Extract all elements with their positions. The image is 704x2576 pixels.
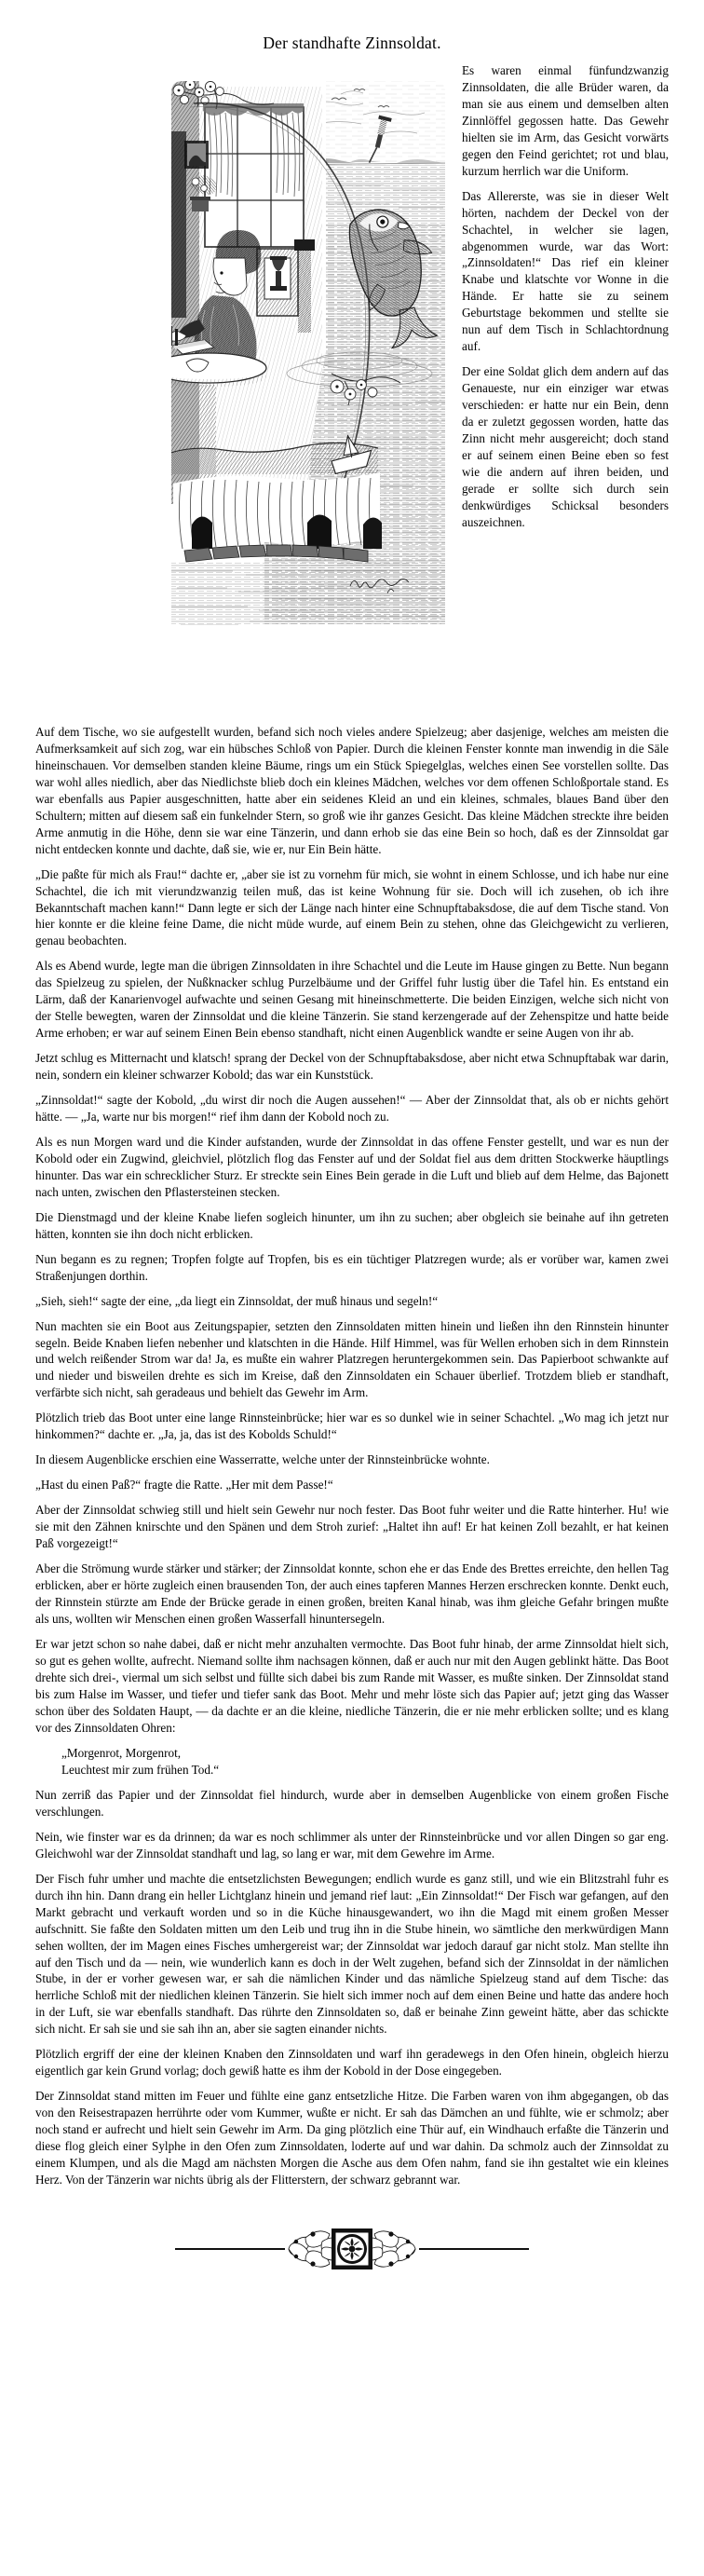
paragraph: Er war jetzt schon so nahe dabei, daß er nicht mehr anzuhalten vermochte. Das Boot fuhr hinab, der arme Zinnsoldat hielt sich, so gut es gehen wollte, aufrecht. Niemand sollte ihm nachsagen können, daß er auch nur mit den Augen geblinkt hätte. Das Boot drehte sich drei-, viermal um sich selbst und füllte sich dabei bis zum Rande mit Wasser, es mußte sinken. Der Zinnsoldat stand bis zum Halse im Wasser, und tiefer und tiefer sank das Boot. Mehr und mehr löste sich das Papier auf; jetzt ging das Wasser schon über des Soldaten Haupt, — da dachte er an die kleine, niedliche Tänzerin, die er nie mehr erblicken sollte; und es klang vor des Zinnsoldaten Ohren: <box>35 1636 669 1735</box>
paragraph: Nun begann es zu regnen; Tropfen folgte auf Tropfen, bis es ein tüchtiger Platzregen wurde; als er vorüber war, kamen zwei Straßenjungen dorthin. <box>35 1251 669 1283</box>
paragraph: Plötzlich trieb das Boot unter eine lange Rinnsteinbrücke; hier war es so dunkel wie in seiner Schachtel. „Wo mag ich jetzt nur hinkommen?“ dachte er. „Ja, ja, das ist des Kobolds Schuld!“ <box>35 1411 669 1442</box>
paragraph: Auf dem Tische, wo sie aufgestellt wurden, befand sich noch vieles andere Spielzeug; aber dasjenige, welches am meisten die Aufmerksamkeit auf sich zog, war ein hübsches Schloß von Papier. Durch die kleinen Fenster konnte man inwendig in die Säle hineinschauen. Vor demselben standen kleine Bäume, rings um ein Stück Spiegelglas, welches einen See vorstellen sollte. Das war wohl alles niedlich, aber das Niedlichste blieb doch ein kleines Mädchen, welches vor dem offenen Schloßportale stand. Es war ebenfalls aus Papier ausgeschnitten, hatte aber ein seidenes Kleid an und ein kleines, schmales, blaues Band über den Schultern; mitten auf diesem saß ein funkelnder Stern, so groß wie ihr ganzes Gesicht. Das kleine Mädchen streckte ihre beiden Arme anmutig in die Höhe, denn sie war eine Tänzerin, und dann erhob sie das eine Bein so hoch, daß es der Zinnsoldat gar nicht entdecken konnte und dachte, daß sie, wie er, nur Ein Bein hätte. <box>35 725 669 856</box>
story-illustration <box>168 66 449 718</box>
paragraph: Der Fisch fuhr umher und machte die entsetzlichsten Bewegungen; endlich wurde es ganz still, und wie ein Blitzstrahl fuhr es durch ihn hin. Dann drang ein heller Lichtglanz hinein und jemand rief laut: „Ein Zinnsoldat!“ Der Fisch war gefangen, auf den Markt gebracht und verkauft worden und so in die Küche hinausgewandert, wo ihn die Magd mit einem großen Messer aufschnitt. Sie faßte den Soldaten mitten um den Leib und trug ihn in die Stube hinein, wo sämtliche den merkwürdigen Mann sehen wollten, der im Magen eines Fisches umhergereist war; der Zinnsoldat war jedoch darauf gar nicht stolz. Man stellte ihn auf den Tisch und da — nein, wie wunderlich kann es doch in der Welt zugehen, befand sich der Zinnsoldat in der nämlichen Stube, in der er vorher gewesen war, er sah die nämlichen Kinder und das nämliche Spielzeug stand auf dem Tische: das herrliche Schloß mit der niedlichen kleinen Tänzerin. Sie hielt sich immer noch auf dem einen Beine und hatte das andere hoch in der Luft, sie war ebenfalls standhaft. Das rührte den Zinnsoldaten so, daß er beinahe Zinn geweint hätte, aber das schickte sich nicht. Er sah sie und sie sah ihn an, aber sie sagten einander nichts. <box>35 1871 669 2037</box>
paragraph: Plötzlich ergriff der eine der kleinen Knaben den Zinnsoldaten und warf ihn geradewegs in den Ofen hinein, obgleich hierzu eigentlich gar kein Grund vorlag; doch gewiß hatte es ihm der Kobold in der Dose eingegeben. <box>35 2047 669 2079</box>
paragraph: Der Zinnsoldat stand mitten im Feuer und fühlte eine ganz entsetzliche Hitze. Die Farben waren von ihm abgegangen, ob das von den Reisestrapazen herrührte oder vom Kummer, wußte er nicht. Er sah das Dämchen an und fühlte, wie er schmolz; aber noch stand er aufrecht und hielt sein Gewehr im Arm. Da ging plötzlich eine Thür auf, ein Windhauch erfaßte die Tänzerin und diese flog gleich einer Sylphe in den Ofen zum Zinnsoldaten, loderte auf und war dahin. Da schmolz auch der Zinnsoldat zu einem Klumpen, und als die Magd am nächsten Morgen die Asche aus dem Ofen nahm, fand sie ihn gestaltet wie ein kleines Herz. Von der Tänzerin war nichts übrig als der Flitterstern, der schwarz gebrannt war. <box>35 2089 669 2187</box>
paragraph: Nein, wie finster war es da drinnen; da war es noch schlimmer als unter der Rinnsteinbrücke und vor allen Dingen so gar eng. Gleichwohl war der Zinnsoldat standhaft und lag, so lang er war, mit dem Gewehre im Arme. <box>35 1829 669 1860</box>
paragraph: Aber der Zinnsoldat schwieg still und hielt sein Gewehr nur noch fester. Das Boot fuhr weiter und die Ratte hinterher. Hu! wie sie mit den Zähnen knirschte und den Spänen und dem Stroh zurief: „Haltet ihn auf! Er hat keinen Zoll bezahlt, er hat keinen Paß vorgezeigt!“ <box>35 1503 669 1551</box>
paragraph: Es waren einmal fünfundzwanzig Zinnsoldaten, die alle Brüder waren, da man sie aus einem und demselben alten Zinnlöffel gegossen hatte. Das Gewehr hielten sie im Arm, das Gesicht vorwärts gegen den Feind gerichtet; rot und blau, kurzum herrlich war die Uniform. <box>462 63 669 178</box>
paragraph: Nun zerriß das Papier und der Zinnsoldat fiel hindurch, wurde aber in demselben Augenblicke von einem großen Fische verschlungen. <box>35 1787 669 1819</box>
paragraph: Als es nun Morgen ward und die Kinder aufstanden, wurde der Zinnsoldat in das offene Fenster gestellt, und war es nun der Kobold oder ein Zugwind, gleichviel, plötzlich flog das Fenster auf und der Soldat fiel aus dem dritten Stockwerke häuptlings hinunter. Das war ein schrecklicher Sturz. Er streckte sein Eines Bein gerade in die Luft und blieb auf dem Helme, das Bajonett nach unten, zwischen den Pflastersteinen stecken. <box>35 1134 669 1199</box>
illustration-engraving <box>168 66 449 718</box>
paragraph: „Sieh, sieh!“ sagte der eine, „da liegt ein Zinnsoldat, der muß hinaus und segeln!“ <box>35 1293 439 1308</box>
verse-line: „Morgenrot, Morgenrot, <box>61 1745 182 1760</box>
verse-block <box>35 1745 669 1779</box>
paragraph: In diesem Augenblicke erschien eine Wasserratte, welche unter der Rinnsteinbrücke wohnte. <box>35 1452 490 1467</box>
verse-line: Leuchtest mir zum frühen Tod.“ <box>61 1762 220 1777</box>
paragraph: Jetzt schlug es Mitternacht und klatsch! sprang der Deckel von der Schnupftabaksdose, aber nicht etwa Schnupftabak war darin, nein, sondern ein kleiner schwarzer Kobold; das war ein Kunststück. <box>35 1051 669 1083</box>
paragraph: Nun machten sie ein Boot aus Zeitungspapier, setzten den Zinnsoldaten mitten hinein und ließen ihn den Rinnstein hinunter segeln. Beide Knaben liefen nebenher und klatschten in die Hände. Hilf Himmel, was für Wellen erhoben sich in dem Rinnstein und welch reißender Strom war da! Ja, es mußte ein wahrer Platzregen heruntergekommen sein. Das Papierboot schwankte auf und nieder und bisweilen drehte es sich im Kreise, daß den Zinnsoldaten ein Schauer überlief. Trotzdem blieb er standhaft, verfärbte sich nicht, sah geradeaus und behielt das Gewehr im Arm. <box>35 1318 669 1400</box>
paragraph: „Zinnsoldat!“ sagte der Kobold, „du wirst dir noch die Augen aussehen!“ — Aber der Zinnsoldat that, als ob er nichts gehört hätte. — „Ja, warte nur bis morgen!“ rief ihm dann der Kobold noch zu. <box>35 1093 669 1124</box>
page-title: Der standhafte Zinnsoldat. <box>263 34 441 52</box>
rosette-leaf-divider-icon <box>166 2221 538 2277</box>
section-divider <box>35 2197 669 2313</box>
paragraph: Aber die Strömung wurde stärker und stärker; der Zinnsoldat konnte, schon ehe er das Ende des Brettes erreichte, den hellen Tag erblicken, aber er hörte zugleich einen brausenden Ton, der auch eines tapferen Mannes Herzen erschrecken konnte. Denkt euch, der Rinnstein stürzte am Ende der Brücke gerade in einen großen, breiten Kanal hinab, was ihm gleiche Gefahr bringen mußte als uns, wollten wir Menschen einen großen Wasserfall hinuntersegeln. <box>35 1561 669 1626</box>
paragraph: Das Allererste, was sie in dieser Welt hörten, nachdem der Deckel von der Schachtel, in welcher sie lagen, abgenommen wurde, war das Wort: „Zinnsoldaten!“ Das rief ein kleiner Knabe und klatschte vor Wonne in die Hände. Er hatte sie zu seinem Geburtstage bekommen und stellte sie nun auf dem Tisch in Schlachtordnung auf. <box>462 188 669 354</box>
paragraph: „Hast du einen Paß?“ fragte die Ratte. „Her mit dem Passe!“ <box>35 1478 333 1492</box>
paragraph: Der eine Soldat glich dem andern auf das Genaueste, nur ein einziger war etwas verschieden: er hatte nur ein Bein, denn da er zuletzt gegossen worden, hatte das Zinn nicht mehr ausgereicht; doch stand er auf seinem einen Beine eben so fest wie die andern auf ihren beiden, und gerade er sollte sich durch sein denkwürdiges Schicksal besonders auszeichnen. <box>462 364 669 529</box>
paragraph: „Die paßte für mich als Frau!“ dachte er, „aber sie ist zu vornehm für mich, sie wohnt in einem Schlosse, und ich habe nur eine Schachtel, die ich mit vierundzwanzig teilen muß, das ist keine Wohnung für sie. Doch will ich zusehen, ob ich ihre Bekanntschaft machen kann!“ Dann legte er sich der Länge nach hinter eine Schnupftabaksdose, die auf dem Tische stand. Von hier konnte er die kleine feine Dame, die nicht müde wurde, auf einem Bein zu stehen, ohne das Gleichgewicht zu verlieren, genau beobachten. <box>35 866 669 948</box>
paragraph: Als es Abend wurde, legte man die übrigen Zinnsoldaten in ihre Schachtel und die Leute im Hause gingen zu Bette. Nun begann das Spielzeug zu spielen, der Nußknacker schlug Purzelbäume und der Griffel fuhr lustig über die Tafel hin. Es entstand ein Lärm, daß der Kanarienvogel aufwachte und seinen Gesang mit hineinschmetterte. Die beiden Einzigen, welche sich nicht von der Stelle bewegten, waren der Zinnsoldat und die kleine Tänzerin. Sie stand kerzengerade auf der Zehenspitze und hatte beide Arme erhoben; er war auf seinem Einen Bein ebenso standhaft, nicht einen Augenblick wandte er seine Augen von ihr ab. <box>35 959 669 1041</box>
body-text-area <box>0 62 704 2313</box>
paragraph: Die Dienstmagd und der kleine Knabe liefen sogleich hinunter, um ihn zu suchen; aber obgleich sie beinahe auf ihn getreten hätten, konnten sie ihn doch nicht erblicken. <box>35 1209 669 1241</box>
